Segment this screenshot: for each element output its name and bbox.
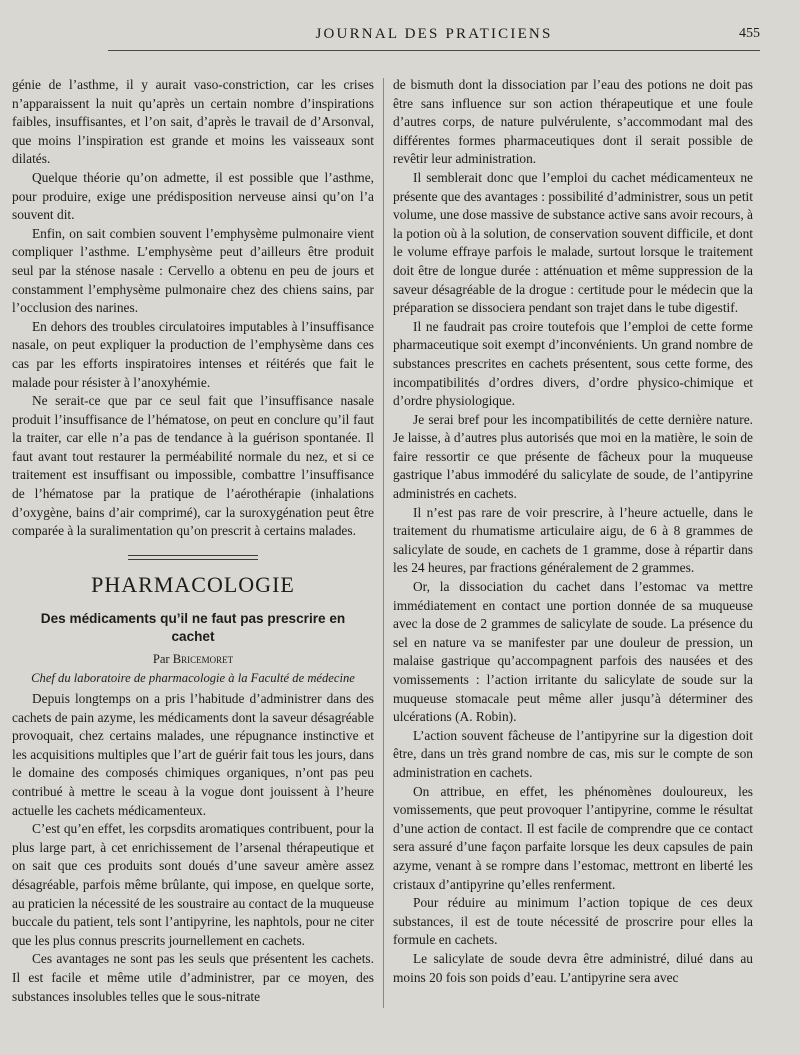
author-affiliation: Chef du laboratoire de pharmacologie à la Faculté de médecine — [31, 671, 355, 686]
paragraph: Le salicylate de soude devra être administré, dilué dans au moins 20 fois son poids d’eau. L’antipyrine sera avec — [393, 950, 753, 985]
paragraph: Enfin, on sait combien souvent l’emphysème pulmonaire vient compliquer l’asthme. L’emphysème peut d’ailleurs être produit seul par la sténose nasale : Cervello a obtenu en peu de jours et constamment l’emphysème pulmonaire chez des chiens sains, par l’occlusion des narines. — [12, 225, 374, 316]
paragraph: Ne serait-ce que par ce seul fait que l’insuffisance nasale produit l’insuffisance de l’hématose, on peut en conclure qu’il faut la traiter, car elle n’a pas de tendance à la guérison spontanée. Il faut avant tout restaurer la perméabilité normale du nez, et si ce traitement est insuffisant ou impossible, combattre l’insuffisance de l’hématose par la pratique de l’aérothérapie (inhalations d’oxygène, bains d’air comprimé), car la suroxygénation peut être comparée à la suralimentation qu’on prescrit à certains malades. — [12, 393, 374, 539]
page-number: 455 — [739, 26, 760, 41]
paragraph: Je serai bref pour les incompatibilités de cette dernière nature. Je laisse, à d’autres plus autorisés que moi en la matière, le soin de faire ressortir ce que présente de fâcheux pour la muqueuse gastrique l’abus immodéré du salicylate de soude, de l’antipyrine administrés en cachets. — [393, 411, 753, 502]
paragraph: génie de l’asthme, il y aurait vaso-constriction, car les crises n’apparaissent la nuit qu’après un certain nombre d’inspirations faibles, insuffisantes, et l’on sait, d’après le travail de d’Arsonval, que moins l’inspiration est grande et moins les vaisseaux sont dilatés. — [12, 77, 374, 167]
paragraph: Il n’est pas rare de voir prescrire, à l’heure actuelle, dans le traitement du rhumatisme articulaire aigu, de 6 à 8 grammes de salicylate de soude, en cachets de 1 gramme, dose à répartir dans les 24 heures, par fractions généralement de 2 grammes. — [393, 504, 753, 576]
paragraph: Depuis longtemps on a pris l’habitude d’administrer dans des cachets de pain azyme, les médicaments dont la saveur désagréable provoquait, chez certains malades, une répugnance instinctive et les acquisitions multiples que l’art de guérir fait tous les jours, dans le domaine des composés chimiques organiques, n’ont pas peu contribué à mettre le sceau à la vogue dont jouissent à l’heure actuelle les cachets médicamenteux. — [12, 691, 374, 818]
paragraph: Ces avantages ne sont pas les seuls que présentent les cachets. Il est facile et même utile d’administrer, par ce moyen, des substances insolubles telles que le sous-nitrate — [12, 951, 374, 1004]
paragraph: On attribue, en effet, les phénomènes douloureux, les vomissements, que peut provoquer l’antipyrine, comme le résultat d’une action de contact. Il est facile de comprendre que ce contact sera assuré d’une façon parfaite lorsque les deux capsules de pain azyme, venant à se rompre dans l’estomac, mettront en liberté les cristaux d’antipyrine qu’elles renferment. — [393, 783, 753, 892]
paragraph: C’est qu’en effet, les corpsdits aromatiques contribuent, pour la plus large part, à cet enrichissement de l’arsenal thérapeutique et on sait que ces produits sont doués d’une saveur amère assez désagréable, parfois même brûlante, qui impose, en quelque sorte, au praticien la nécessité de les soustraire au contact de la muqueuse buccale du patient, tels sont l’antipyrine, les naphtols, pour ne citer que les plus connus prescrits journellement en cachets. — [12, 821, 374, 948]
right-column — [393, 76, 753, 987]
byline — [12, 650, 374, 669]
paragraph: En dehors des troubles circulatoires imputables à l’insuffisance nasale, on peut expliquer la production de l’emphysème dans ces cas par les efforts inspiratoires intenses et réitérés que fait le malade pour résister à l’anoxyhémie. — [12, 318, 374, 390]
paragraph: de bismuth dont la dissociation par l’eau des potions ne doit pas être sans influence sur son action thérapeutique et une foule d’autres corps, de nature pulvérulente, s’accommodant mal des différentes formes pharmaceutiques dont il serait possible de revêtir leur administration. — [393, 77, 753, 167]
paragraph: L’action souvent fâcheuse de l’antipyrine sur la digestion doit être, dans un très grand nombre de cas, mis sur le compte de son administration en cachets. — [393, 727, 753, 780]
paragraph: Il semblerait donc que l’emploi du cachet médicamenteux ne présente que des avantages : possibilité d’administrer, sous un petit volume, une dose massive de substance active sans avoir recours, à la potion où à la solution, de conservation souvent difficile, et dont le volume effraye parfois le malade, surtout lorsque le traitement doit être de longue durée : atténuation et même suppression de la saveur désagréable de la drogue : certitude pour le médecin que la préparation se dissociera pendant son trajet dans le tube digestif. — [393, 169, 753, 316]
article-title: Des médicaments qu’il ne faut pas prescrire en cachet — [40, 610, 346, 644]
byline-prefix: Par — [152, 651, 170, 666]
paragraph: Quelque théorie qu’on admette, il est possible que l’asthme, pour produire, exige une prédisposition nerveuse ainsi qu’on l’a souvent dit. — [12, 169, 374, 223]
section-divider — [128, 555, 258, 560]
paragraph: Pour réduire au minimum l’action topique de ces deux substances, il est de toute nécessité de proscrire pour elles la formule en cachets. — [393, 895, 753, 948]
page-header — [108, 22, 760, 51]
column-divider — [383, 78, 384, 1008]
paragraph: Or, la dissociation du cachet dans l’estomac va mettre immédiatement en contact une portion donnée de sa muqueuse avec la dose de 2 grammes de salicylate de soude. La présence du sel en nature va se manifester par une douleur de pression, un malaise gastrique qu’accompagnent parfois des nausées et des vomissements : l’action irritante du salicylate de soude sur la muqueuse stomacale peut même aller jusqu’à déterminer des ulcérations (A. Robin). — [393, 579, 753, 725]
paragraph: Il ne faudrait pas croire toutefois que l’emploi de cette forme pharmaceutique soit exempt d’inconvénients. Un grand nombre de substances prescrites en cachets présentent, sous cette forme, des incompatibilités d’ordres divers, d’ordre physico-chimique et d’ordre physiologique. — [393, 318, 753, 409]
byline-author: Bricemoret — [172, 651, 234, 666]
running-title: JOURNAL DES PRATICIENS — [315, 26, 553, 42]
section-title: PHARMACOLOGIE — [91, 571, 295, 597]
left-column — [12, 76, 374, 1006]
